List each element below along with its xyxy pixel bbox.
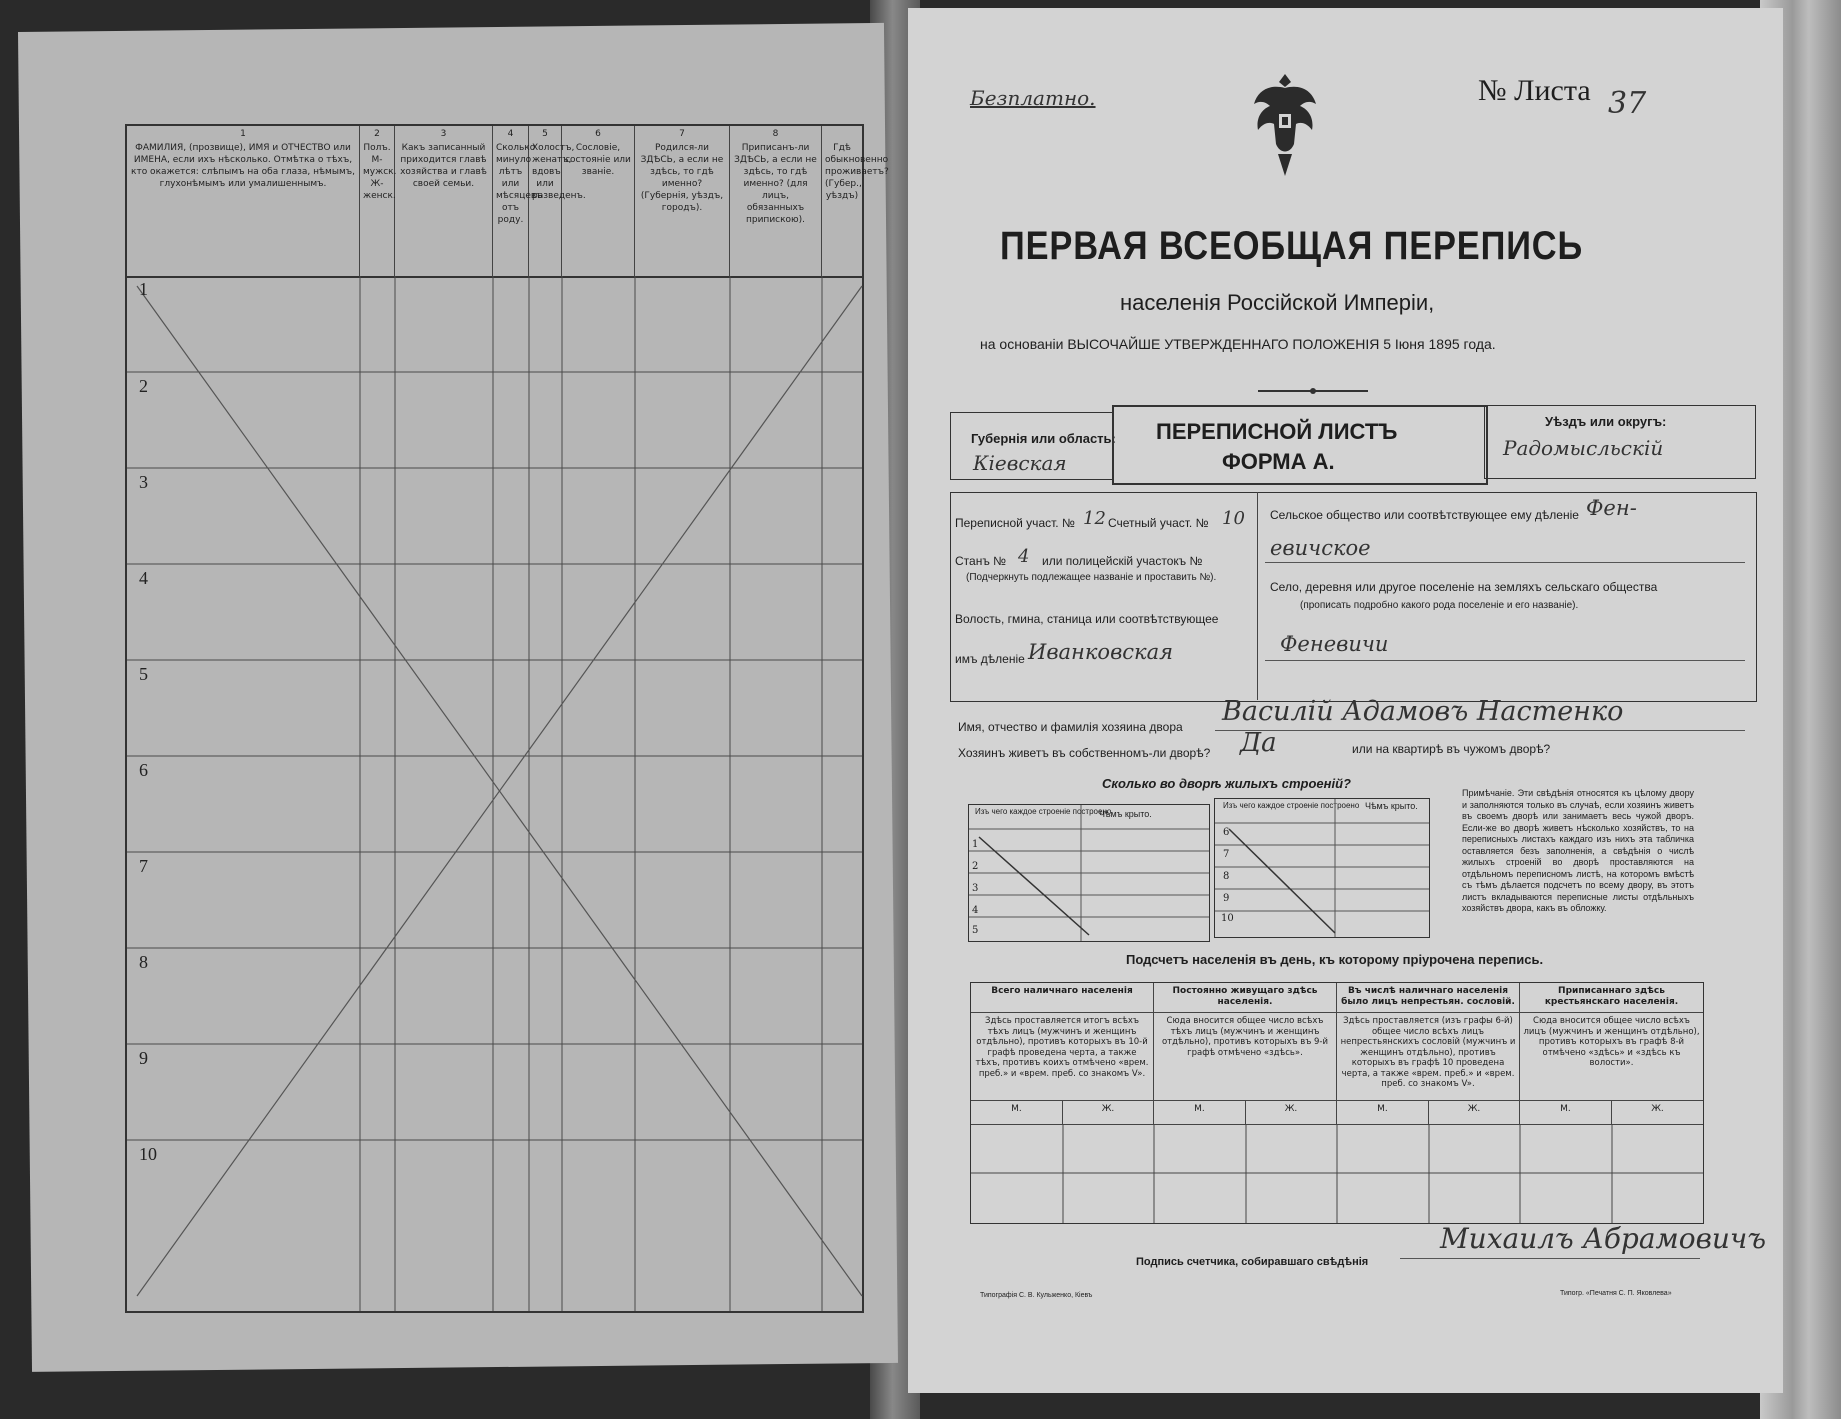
count-desc: Здѣсь проставляется (изъ графы 6-й) общее число всѣхъ лицъ непрестьянскихъ сословій (мужчинъ и женщинъ отдѣльно), противъ которыхъ въ графѣ 10 проведена черта, а также «врем. преб.» и «врем. преб. со знакомъ V». xyxy=(1337,1013,1520,1101)
row-number: 10 xyxy=(139,1144,157,1164)
stan-rest: или полицейскій участокъ № xyxy=(1042,554,1203,568)
form-subtitle: ФОРМА А. xyxy=(1222,449,1335,474)
gubernia-label: Губернія или область: xyxy=(971,431,1116,446)
col-number: 7 xyxy=(679,129,685,139)
uezd-box xyxy=(1484,405,1756,479)
rent-label: или на квартирѣ въ чужомъ дворѣ? xyxy=(1352,742,1551,756)
bld-row-num: 2 xyxy=(972,861,979,872)
village-label: Село, деревня или другое поселеніе на земляхъ сельскаго общества xyxy=(1270,580,1658,594)
society-underline xyxy=(1265,562,1745,563)
own-yard-value: Да xyxy=(1240,728,1277,758)
bld-grid xyxy=(1215,799,1429,937)
owner-label: Имя, отчество и фамилія хозяина двора xyxy=(958,720,1183,734)
volost-label: Волость, гмина, станица или соотвѣтствующее xyxy=(955,612,1219,626)
bld-cross-out xyxy=(979,837,1089,935)
printer-left: Типографія С. В. Кульженко, Кіевъ xyxy=(980,1292,1093,1299)
count-m-label: М. xyxy=(1520,1101,1612,1125)
census-area-value: 12 xyxy=(1083,508,1106,529)
census-title: ПЕРВАЯ ВСЕОБЩАЯ ПЕРЕПИСЬ xyxy=(1000,224,1584,268)
count-f-label: Ж. xyxy=(1612,1101,1703,1125)
count-f-label: Ж. xyxy=(1063,1101,1154,1125)
table-grid xyxy=(127,126,862,1311)
society-label: Сельское общество или соотвѣтствующее ему дѣленіе xyxy=(1270,508,1579,522)
count-f-label: Ж. xyxy=(1429,1101,1520,1125)
own-yard-label: Хозяинъ живетъ въ собственномъ-ли дворѣ? xyxy=(958,746,1211,760)
society-value-1: Фен- xyxy=(1586,496,1637,520)
signature-label: Подпись счетчика, собиравшаго свѣдѣнія xyxy=(1136,1256,1369,1268)
count-value-grid xyxy=(971,1125,1703,1223)
owner-underline xyxy=(1215,730,1745,731)
bld-row-num: 6 xyxy=(1223,827,1230,838)
col-header-text: ФАМИЛИЯ, (прозвище), ИМЯ и ОТЧЕСТВО или ИМЕНА, если ихъ нѣсколько. Отмѣтка о тѣхъ, кто окажется: слѣпымъ на оба глаза, нѣмымъ, глухонѣмымъ или умалишеннымъ. xyxy=(131,143,355,189)
bld-col2-label: Чѣмъ крыто. xyxy=(1099,809,1152,819)
census-basis: на основаніи ВЫСОЧАЙШЕ УТВЕРЖДЕННАГО ПОЛОЖЕНІЯ 5 Іюня 1895 года. xyxy=(980,336,1496,352)
census-subtitle: населенія Россійской Имперіи, xyxy=(1120,290,1435,315)
census-area-label: Переписной участ. № xyxy=(955,516,1075,530)
col-number: 4 xyxy=(507,129,514,139)
bld-col1-label: Изъ чего каждое строеніе построено xyxy=(975,807,1112,816)
count-m-label: М. xyxy=(971,1101,1063,1125)
signature-underline xyxy=(1400,1258,1700,1259)
count-header: Приписаннаго здѣсь крестьянскаго населенія. xyxy=(1520,983,1703,1013)
bld-col2-label: Чѣмъ крыто. xyxy=(1365,801,1418,811)
count-title: Подсчетъ населенія въ день, къ которому пріурочена перепись. xyxy=(1126,952,1544,967)
col-header-text: Холостъ, женатъ, вдовъ или разведенъ. xyxy=(532,143,586,201)
col-header-text: Какъ записанный приходится главѣ хозяйства и главѣ своей семьи. xyxy=(400,143,487,189)
row-number: 3 xyxy=(139,472,148,492)
society-value-2: евичское xyxy=(1270,536,1371,560)
row-number: 7 xyxy=(139,856,148,876)
stan-note: (Подчеркнуть подлежащее названіе и проставить №). xyxy=(966,572,1217,583)
bld-row-num: 5 xyxy=(972,925,979,936)
signature-value: Михаилъ Абрамовичъ xyxy=(1440,1222,1767,1255)
col-number: 8 xyxy=(772,129,779,139)
village-value: Феневичи xyxy=(1280,632,1389,656)
count-m-label: М. xyxy=(1337,1101,1429,1125)
row-number: 9 xyxy=(139,1048,148,1068)
village-note: (прописать подробно какого рода поселеніе и его названіе). xyxy=(1300,600,1579,611)
form-title: ПЕРЕПИСНОЙ ЛИСТЪ xyxy=(1156,419,1398,444)
double-headed-eagle-emblem xyxy=(1250,74,1320,184)
volost-value: Иванковская xyxy=(1028,640,1174,664)
gubernia-box xyxy=(950,412,1114,480)
count-desc: Здѣсь проставляется итогъ всѣхъ тѣхъ лицъ (мужчинъ и женщинъ отдѣльно), противъ которыхъ въ 10-й графѣ проведена черта, а также тѣхъ, противъ коихъ отмѣчено «врем. преб.» и «врем. преб. со знакомъ V». xyxy=(971,1013,1154,1101)
free-label: Безплатно. xyxy=(970,86,1096,110)
col-header-text: Родился-ли ЗДѢСЬ, а если не здѣсь, то гдѣ именно? (Губернія, уѣздъ, городъ). xyxy=(640,143,724,213)
village-underline xyxy=(1265,660,1745,661)
col-header-text: Сословіе, состояніе или званіе. xyxy=(565,143,631,177)
count-header: Въ числѣ наличнаго населенія было лицъ непрестьян. сословій. xyxy=(1337,983,1520,1013)
col-header-text: Гдѣ обыкновенно проживаетъ? (Губер., уѣздъ) xyxy=(825,143,889,201)
census-table xyxy=(125,124,889,1313)
printer-right: Типогр. «Печатня С. П. Яковлева» xyxy=(1560,1290,1672,1297)
bld-row-num: 4 xyxy=(972,905,979,916)
sheet-number: 37 xyxy=(1608,86,1647,121)
count-header: Постоянно живущаго здѣсь населенія. xyxy=(1154,983,1337,1013)
bld-row-num: 9 xyxy=(1223,893,1230,904)
col-number: 6 xyxy=(595,129,601,139)
bld-row-num: 7 xyxy=(1223,849,1230,860)
ornament-divider xyxy=(1258,386,1368,396)
buildings-note: Примѣчаніе. Эти свѣдѣнія относятся къ цѣлому двору и заполняются только въ случаѣ, если хозяинъ живетъ въ своемъ дворѣ или занимаетъ весь чужой дворъ. Если-же во дворѣ живетъ нѣсколько хозяйствъ, то на переписныхъ листахъ каждаго изъ нихъ эта табличка оставляется безъ заполненія, а свѣдѣнія о числѣ жилыхъ строеній во дворѣ проставляются на отдѣльномъ переписномъ листѣ, на которомъ вмѣстѣ съ тѣмъ дѣлается подсчетъ по всему двору, въ этотъ листъ вкладываются переписные листы отдѣльныхъ хозяйствъ двора, какъ въ обложку. xyxy=(1462,788,1694,913)
count-desc: Сюда вносится общее число всѣхъ тѣхъ лицъ (мужчинъ и женщинъ отдѣльно), противъ которыхъ въ 9-й графѣ отмѣчено «здѣсь». xyxy=(1154,1013,1337,1101)
uezd-value: Радомысльскій xyxy=(1503,436,1664,460)
bld-row-num: 1 xyxy=(972,839,979,850)
col-header-text: Приписанъ-ли ЗДѢСЬ, а если не здѣсь, то гдѣ именно? (для лицъ, обязанныхъ припискою). xyxy=(734,143,817,225)
areas-divider xyxy=(1257,492,1258,700)
count-desc: Сюда вносится общее число всѣхъ лицъ (мужчинъ и женщинъ отдѣльно), противъ которыхъ въ графѣ 8-й отмѣчено «здѣсь» и «здѣсь къ волости». xyxy=(1520,1013,1703,1101)
col-header-text: Сколько минуло лѣтъ или мѣсяцевъ отъ роду. xyxy=(496,143,543,225)
count-table xyxy=(970,982,1704,1224)
row-number: 1 xyxy=(139,279,148,299)
row-number: 6 xyxy=(139,760,148,780)
row-number: 8 xyxy=(139,952,148,972)
volost-label-2: имъ дѣленіе xyxy=(955,652,1025,666)
counter-area-value: 10 xyxy=(1222,508,1245,529)
counter-area-label: Счетный участ. № xyxy=(1108,516,1209,530)
buildings-table-left xyxy=(968,804,1210,942)
col-number: 1 xyxy=(240,129,246,139)
form-title-box xyxy=(1112,405,1488,485)
sheet-label: № Листа xyxy=(1478,74,1591,107)
gubernia-value: Кіевская xyxy=(973,451,1067,475)
row-number: 2 xyxy=(139,376,148,396)
bld-grid xyxy=(969,805,1209,941)
buildings-table-right xyxy=(1214,798,1430,938)
row-number: 4 xyxy=(139,568,148,588)
col-number: 2 xyxy=(374,129,380,139)
row-number: 5 xyxy=(139,664,148,684)
col-number: 3 xyxy=(440,129,447,139)
buildings-label: Сколько во дворѣ жилыхъ строеній? xyxy=(1102,776,1351,791)
col-number: 5 xyxy=(542,129,548,139)
count-m-label: М. xyxy=(1154,1101,1246,1125)
uezd-label: Уѣздъ или округъ: xyxy=(1545,414,1667,429)
stan-label: Станъ № xyxy=(955,554,1007,568)
count-header: Всего наличнаго населенія xyxy=(971,983,1154,1013)
col-header-text: Полъ. М-мужск. Ж-женск. xyxy=(363,143,397,201)
bld-row-num: 10 xyxy=(1221,913,1234,924)
bld-col1-label: Изъ чего каждое строеніе построено xyxy=(1223,801,1360,810)
stan-value: 4 xyxy=(1018,546,1030,567)
owner-value: Василій Адамовъ Настенко xyxy=(1222,696,1624,727)
count-f-label: Ж. xyxy=(1246,1101,1337,1125)
bld-row-num: 8 xyxy=(1223,871,1230,882)
bld-row-num: 3 xyxy=(972,883,979,894)
